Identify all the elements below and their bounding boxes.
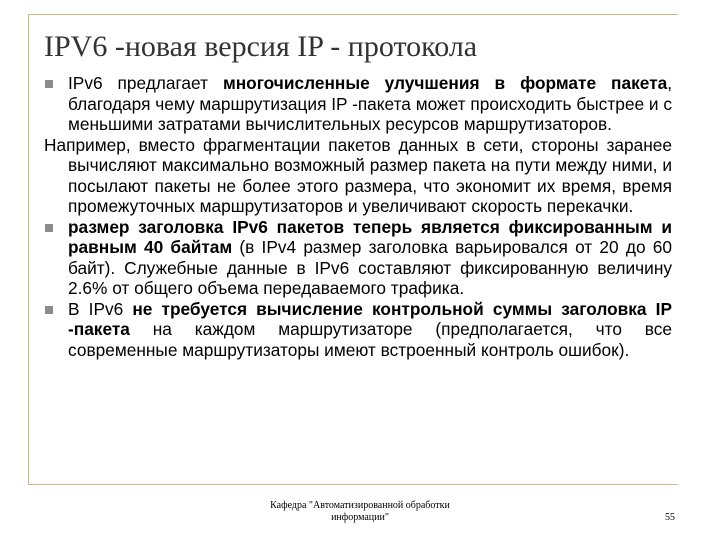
slide-title: IPV6 -новая версия IP - протокола bbox=[44, 30, 478, 63]
page-number: 55 bbox=[665, 512, 675, 523]
bullet-item-2 bbox=[44, 217, 672, 299]
bullet-3-bold: не требуется вычисление контрольной суммы заголовка IP -пакета bbox=[68, 298, 672, 339]
example-paragraph: Например, вместо фрагментации пакетов данных в сети, стороны заранее вычисляют максимально возможный размер пакета на пути между ними, и посылают пакеты не более этого размера, что экономит их время, время промежуточных маршрутизаторов и увеличивают скорость перекачки. bbox=[44, 134, 672, 216]
bullet-1-text-b: , благодаря чему маршрутизация IP -пакета может происходить быстрее и с меньшими затратами вычислительных ресурсов маршрутизаторов. bbox=[68, 73, 672, 134]
bullet-1-text-a: IPv6 предлагает bbox=[68, 73, 223, 93]
bullet-item-1 bbox=[44, 73, 672, 135]
bullet-1-bold: многочисленные улучшения в формате пакета bbox=[222, 73, 668, 93]
frame-top-rule bbox=[28, 14, 678, 15]
frame-left-rule bbox=[28, 14, 29, 484]
bullet-3-text-a: В IPv6 bbox=[68, 298, 133, 319]
bullet-2-bold: размер заголовка IPv6 пакетов теперь является фиксированным и равным 40 байтам bbox=[68, 216, 672, 257]
footer-rule bbox=[28, 484, 678, 485]
bullet-3-text-b: на каждом маршрутизаторе (предполагается, что все современные маршрутизаторы имеют встроенный контроль ошибок). bbox=[68, 319, 672, 360]
square-bullet-icon bbox=[45, 224, 53, 232]
bullet-2-text-b: (в IPv4 размер заголовка варьировался от 20 до 60 байт). Служебные данные в IPv6 составляют фиксированную величину 2.6% от общего объема передаваемого трафика. bbox=[68, 237, 672, 298]
footer-department: Кафедра "Автоматизированной обработки информации" bbox=[270, 500, 450, 523]
square-bullet-icon bbox=[45, 306, 53, 314]
square-bullet-icon bbox=[45, 80, 53, 88]
bullet-item-3 bbox=[44, 299, 672, 361]
slide-body bbox=[44, 73, 672, 360]
